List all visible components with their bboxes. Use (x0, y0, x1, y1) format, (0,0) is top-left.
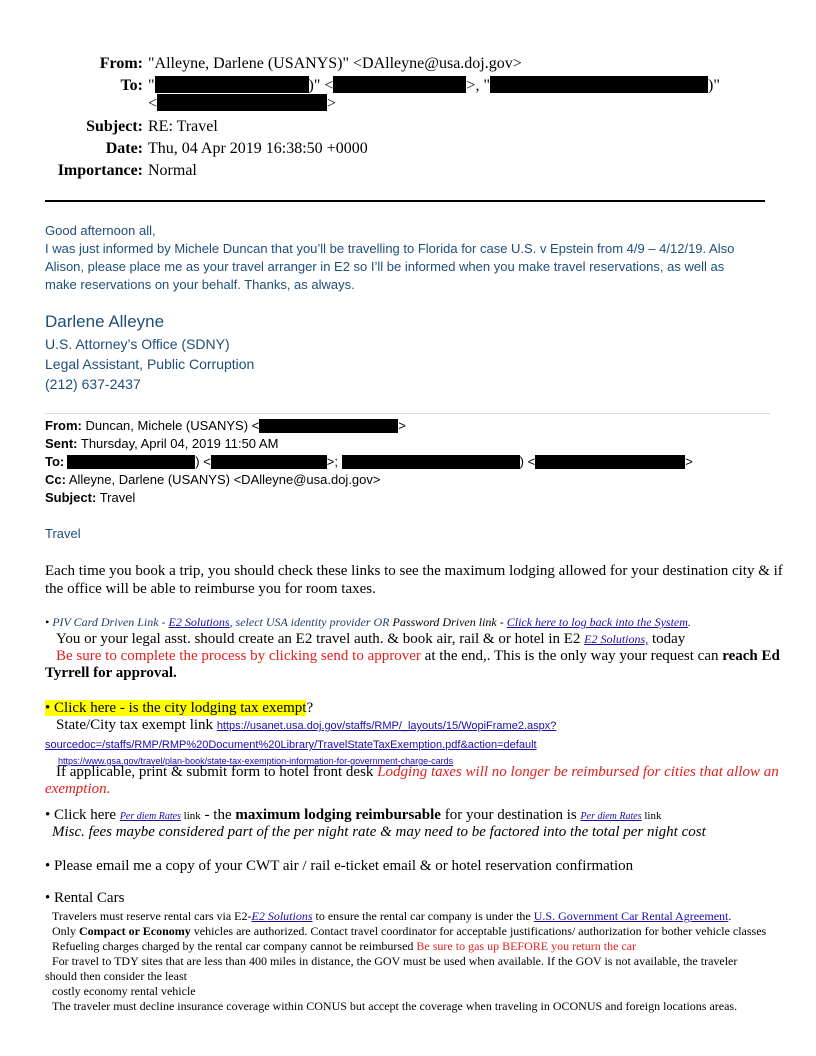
to-value: " )" < >, " )" (148, 77, 720, 94)
subject-value: RE: Travel (148, 118, 218, 135)
bullet-icon: • (45, 615, 50, 629)
redaction (155, 76, 309, 93)
rental-line: Refueling charges charged by the rental car company cannot be reimbursed Be sure to gas up BEFORE you return the car (52, 939, 637, 953)
redaction (333, 76, 466, 93)
per-diem-link[interactable]: Per diem Rates (119, 811, 181, 822)
date-label: Date: (105, 140, 143, 157)
fwd-sent-label: Sent: (45, 436, 78, 451)
fwd-subject-value: Travel (99, 490, 136, 505)
fwd-sent-value: Thursday, April 04, 2019 11:50 AM (80, 436, 279, 451)
misc-line: Misc. fees maybe considered part of the per night rate & may need to be factored into the total per night cost (52, 824, 706, 840)
date-value: Thu, 04 Apr 2019 16:38:50 +0000 (148, 140, 368, 157)
header-divider (45, 200, 765, 202)
rental-line: should then consider the least (45, 969, 187, 983)
from-value: "Alleyne, Darlene (USANYS)" <DAlleyne@usa.doj.gov> (148, 55, 522, 72)
reply-line: I was just informed by Michele Duncan that you’ll be travelling to Florida for case U.S. v Epstein from 4/9 – 4/12/19. Also (45, 241, 735, 256)
gsa-link[interactable]: https://www.gsa.gov/travel/plan-book/state-tax-exemption-information-for-government-charge-cards (58, 756, 454, 766)
forward-divider (45, 413, 770, 414)
applicable-line: If applicable, print & submit form to hotel front desk Lodging taxes will no longer be reimbursed for cities that allow an (56, 764, 779, 780)
redaction (259, 419, 398, 433)
intro-line: the office will be able to reimburse you for room taxes. (45, 581, 376, 597)
e2-solutions-link[interactable]: E2 Solutions (168, 615, 230, 629)
bullet-piv: • PIV Card Driven Link - E2 Solutions, select USA identity provider OR Password Driven link - Click here to log back into the System. (45, 615, 691, 629)
redaction (342, 455, 520, 469)
importance-label: Importance: (57, 162, 143, 179)
redaction (490, 76, 708, 93)
e2-line: You or your legal asst. should create an E2 travel auth. & book air, rail & or hotel in E2 E2 Solutions, today (56, 631, 686, 647)
intro-line: Each time you book a trip, you should check these links to see the maximum lodging allowed for your destination city & if (45, 563, 783, 579)
signature-name: Darlene Alleyne (45, 312, 165, 331)
fwd-from-value: Duncan, Michele (USANYS) < (85, 418, 260, 433)
bullet-icon: • (45, 890, 55, 906)
complete-line-cont: Tyrrell for approval. (45, 665, 177, 681)
bullet-rental: • Rental Cars (45, 890, 125, 906)
e2-solutions-link-2[interactable]: E2 Solutions, (584, 632, 649, 646)
tax-exempt-link[interactable]: Click here - is the city lodging tax exempt (54, 700, 307, 716)
applicable-line-cont: exemption. (45, 781, 111, 797)
rental-line: For travel to TDY sites that are less than 400 miles in distance, the GOV must be used when available. If the GOV is not available, the traveler (52, 954, 738, 968)
bullet-icon: • (45, 807, 55, 823)
redaction (535, 455, 685, 469)
redaction (211, 455, 327, 469)
state-tax-link-cont[interactable]: sourcedoc=/staffs/RMP/RMP%20Document%20Library/TravelStateTaxExemption.pdf&action=default (45, 739, 537, 751)
bullet-icon: • (45, 700, 55, 716)
rental-line: Only Compact or Economy vehicles are authorized. Contact travel coordinator for acceptable justifications/ authorization for bother vehicle classes (52, 924, 767, 938)
bullet-tax: • Click here - is the city lodging tax exempt? (45, 700, 314, 716)
from-label: From: (99, 55, 143, 72)
greeting: Good afternoon all, (45, 223, 156, 238)
reply-line: make reservations on your behalf. Thanks, as always. (45, 277, 355, 292)
fwd-cc-value: Alleyne, Darlene (USANYS) <DAlleyne@usa.doj.gov> (68, 472, 381, 487)
e2-solutions-link-3[interactable]: E2 Solutions (251, 909, 313, 923)
signature-title: Legal Assistant, Public Corruption (45, 356, 255, 372)
fwd-cc-label: Cc: (45, 472, 66, 487)
rental-line: costly economy rental vehicle (52, 984, 196, 998)
bullet-icon: • (45, 858, 55, 874)
importance-value: Normal (148, 162, 197, 179)
fwd-from-label: From: (45, 418, 82, 433)
per-diem-link-2[interactable]: Per diem Rates (580, 811, 642, 822)
state-line: State/City tax exempt link https://usanet.usa.doj.gov/staffs/RMP/_layouts/15/WopiFrame2.aspx? (56, 717, 557, 733)
subject-label: Subject: (86, 118, 143, 135)
log-back-link[interactable]: Click here to log back into the System (506, 615, 688, 629)
fwd-to-label: To: (45, 454, 65, 469)
bullet-email: • Please email me a copy of your CWT air / rail e-ticket email & or hotel reservation confirmation (45, 858, 634, 874)
to-value-cont: < > (148, 95, 337, 112)
rental-line: Travelers must reserve rental cars via E2-E2 Solutions to ensure the rental car company is under the U.S. Government Car Rental Agreement. (52, 909, 732, 923)
travel-heading: Travel (45, 526, 81, 541)
car-rental-agreement-link[interactable]: U.S. Government Car Rental Agreement (533, 909, 729, 923)
signature-office: U.S. Attorney’s Office (SDNY) (45, 336, 230, 352)
reply-line: Alison, please place me as your travel arranger in E2 so I’ll be informed when you make travel reservations, as well as (45, 259, 725, 274)
complete-line: Be sure to complete the process by clicking send to approver at the end,. This is the only way your request can reach Ed (56, 648, 780, 664)
to-label: To: (120, 77, 143, 94)
state-tax-link[interactable]: https://usanet.usa.doj.gov/staffs/RMP/_layouts/15/WopiFrame2.aspx? (216, 720, 557, 732)
bullet-perdiem: • Click here Per diem Rates link - the maximum lodging reimbursable for your destination is Per diem Rates link (45, 807, 662, 823)
redaction (67, 455, 195, 469)
fwd-subject-label: Subject: (45, 490, 97, 505)
rental-line: The traveler must decline insurance coverage within CONUS but accept the coverage when traveling in OCONUS and foreign locations areas. (52, 999, 738, 1013)
redaction (157, 94, 327, 111)
signature-phone: (212) 637-2437 (45, 376, 141, 392)
